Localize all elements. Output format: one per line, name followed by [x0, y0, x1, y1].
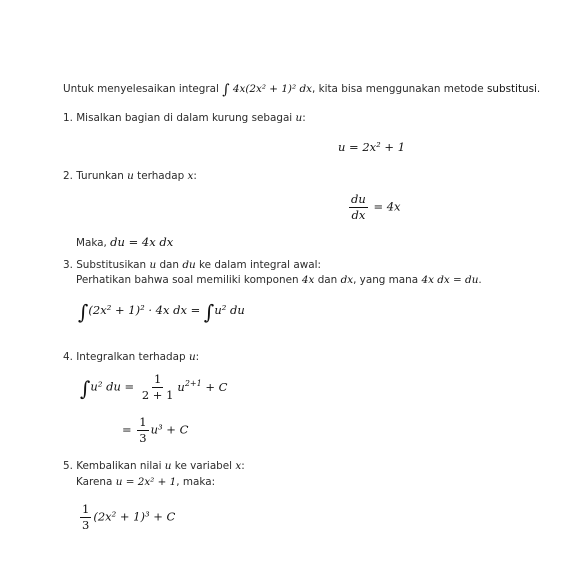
step4-title-text: 4. Integralkan terhadap: [63, 351, 186, 363]
step1-var: u: [295, 112, 303, 124]
step3-var-du: du: [182, 259, 196, 271]
maka-label: Maka,: [76, 237, 107, 249]
step5-note-b: , maka:: [176, 476, 216, 488]
step2-mid-text: terhadap: [137, 170, 185, 182]
step4-colon: :: [195, 351, 200, 363]
step5-colon: :: [241, 460, 245, 472]
step1-title: [63, 112, 306, 124]
step2-title: [63, 170, 197, 182]
step2-derivative: [347, 193, 401, 222]
step3-note: [76, 274, 482, 286]
integral-sign: ∫: [78, 300, 89, 324]
step2-var: u: [127, 170, 134, 182]
step3-title-a: 3. Substitusikan: [63, 259, 147, 271]
final-answer: [78, 503, 175, 532]
step3-rhs: u² du: [214, 303, 245, 317]
integral-sign: ∫: [80, 376, 91, 401]
step4-rhs: $u^{2+1} + C$: [177, 378, 228, 394]
step5-wrt: x: [235, 460, 242, 472]
step2-maka: [76, 235, 173, 249]
step2-title-text: 2. Turunkan: [63, 170, 124, 182]
step3-title: [63, 259, 321, 271]
step3-title-b: dan: [159, 259, 180, 271]
intro-period: .: [536, 83, 541, 95]
step1-colon: :: [302, 112, 306, 124]
step5-note-a: Karena: [76, 476, 113, 488]
step4-var: u: [188, 351, 196, 363]
step4-lhs: u² du =: [90, 379, 135, 394]
step4-frac-num: 1: [152, 373, 163, 388]
step3-comp1: 4x: [301, 274, 315, 286]
step3-note-b: dan: [317, 274, 338, 286]
step4-line2-fraction: [137, 416, 148, 445]
step3-note-a: Perhatikan bahwa soal memiliki komponen: [76, 274, 299, 286]
step1-title-text: 1. Misalkan bagian di dalam kurung sebagai: [63, 112, 293, 124]
step3-note-c: , yang mana: [353, 274, 419, 286]
step4-equation-2: [122, 416, 188, 445]
step4-equation-1: [80, 373, 227, 402]
step4-frac-den: 2 + 1: [141, 388, 174, 403]
step2-colon: :: [193, 170, 197, 182]
step4-line2-rhs: u³ + C: [150, 422, 189, 437]
step5-title-a: 5. Kembalikan nilai: [63, 460, 162, 472]
step4-fraction: [140, 373, 176, 402]
maka-eq: du = 4x dx: [110, 235, 174, 249]
final-fraction: [80, 503, 91, 532]
step5-var: u: [164, 460, 172, 472]
step4-line2-eq: =: [122, 422, 132, 437]
step3-note-eq: 4x dx = du: [421, 274, 479, 286]
final-num: 1: [80, 503, 91, 518]
intro-mid-text: , kita bisa menggunakan metode: [311, 83, 484, 95]
derivative-num: du: [349, 193, 368, 208]
step4-line2-den: 3: [139, 431, 147, 446]
step5-note: [76, 476, 215, 488]
step3-equation: [78, 300, 245, 324]
final-den: 3: [82, 518, 90, 533]
intro-method: substitusi: [486, 83, 537, 95]
intro-text: Untuk menyelesaikan integral: [63, 83, 219, 95]
integral-sign: ∫: [222, 82, 230, 98]
final-rhs: (2x² + 1)³ + C: [93, 509, 176, 524]
derivative-rhs: = 4x: [373, 199, 401, 214]
step1-equation: u = 2x² + 1: [338, 140, 406, 154]
step3-var-u: u: [149, 259, 157, 271]
intro-integral-expr: 4x(2x² + 1)² dx: [232, 83, 312, 95]
intro-line: [63, 82, 540, 98]
step3-lhs: (2x² + 1)² · 4x dx =: [88, 303, 201, 317]
step5-title-b: ke variabel: [174, 460, 233, 472]
derivative-den: dx: [351, 208, 366, 223]
step3-comp2: dx: [340, 274, 354, 286]
derivative-fraction: [349, 193, 368, 222]
step2-wrt: x: [187, 170, 194, 182]
step4-title: [63, 351, 199, 363]
step3-note-end: .: [478, 274, 482, 286]
integral-sign: ∫: [203, 300, 215, 324]
step5-title: [63, 460, 245, 472]
step3-title-c: ke dalam integral awal:: [198, 259, 321, 271]
step5-note-eq: u = 2x² + 1: [115, 476, 177, 488]
step4-line2-num: 1: [137, 416, 148, 431]
